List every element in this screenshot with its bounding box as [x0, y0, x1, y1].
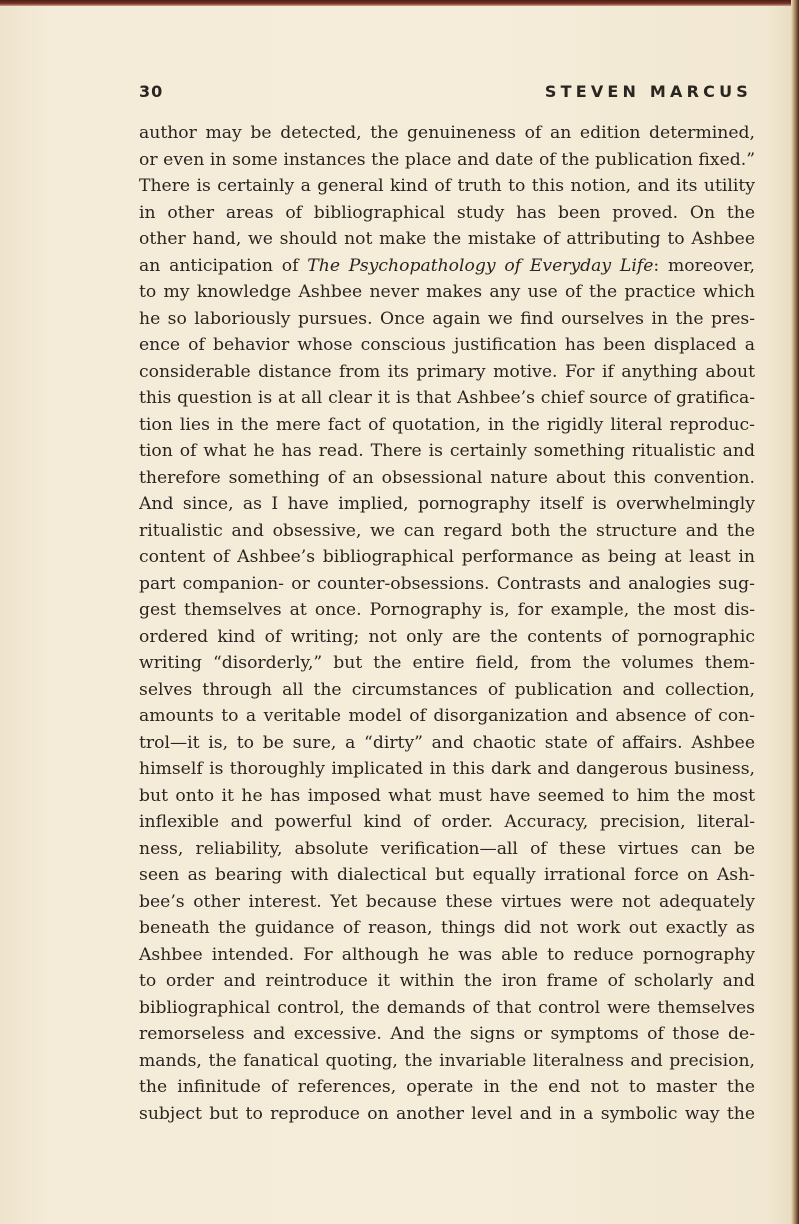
running-head-author: STEVEN MARCUS	[544, 82, 752, 101]
text-fragment: remorseless and excessive. And the signs or symptoms of those de-	[139, 1024, 755, 1044]
text-line	[139, 1074, 755, 1101]
text-line	[139, 783, 755, 810]
text-line	[139, 942, 755, 969]
text-fragment: writing “disorderly,” but the entire field, from the volumes them-	[139, 653, 755, 673]
text-fragment: part companion- or counter-obsessions. Contrasts and analogies sug-	[139, 573, 755, 594]
running-head	[139, 82, 752, 106]
text-fragment: to my knowledge Ashbee never makes any use of the practice which	[139, 282, 755, 302]
text-fragment: bibliographical control, the demands of that control were themselves	[139, 997, 755, 1018]
text-line	[139, 412, 755, 439]
text-line	[139, 1048, 755, 1075]
text-fragment: ness, reliability, absolute verification—all of these virtues can be	[139, 838, 755, 859]
text-line	[139, 968, 755, 995]
page-spine-edge	[791, 0, 799, 1224]
text-line	[139, 809, 755, 836]
text-fragment: or even in some instances the place and date of the publication fixed.”	[139, 149, 755, 170]
text-fragment: ence of behavior whose conscious justification has been displaced a	[139, 335, 755, 355]
page-number: 30	[139, 82, 164, 101]
text-fragment: tion of what he has read. There is certainly something ritualistic and	[139, 441, 755, 461]
text-line	[139, 438, 755, 465]
text-fragment: but onto it he has imposed what must have seemed to him the most	[139, 785, 755, 806]
text-fragment: amounts to a veritable model of disorganization and absence of con-	[139, 706, 755, 726]
text-fragment: author may be detected, the genuineness of an edition determined,	[139, 123, 755, 143]
text-line	[139, 1021, 755, 1048]
text-fragment: mands, the fanatical quoting, the invariable literalness and precision,	[139, 1050, 755, 1071]
text-fragment: trol—it is, to be sure, a “dirty” and chaotic state of affairs. Ashbee	[139, 732, 755, 753]
page-top-edge	[0, 0, 799, 6]
text-fragment: subject but to reproduce on another level and in a symbolic way the	[139, 1103, 755, 1124]
text-line	[139, 703, 755, 730]
text-line	[139, 491, 755, 518]
text-line	[139, 624, 755, 651]
text-line	[139, 677, 755, 704]
text-fragment: Ashbee intended. For although he was able to reduce pornography	[139, 944, 755, 965]
text-line	[139, 279, 755, 306]
text-fragment: : moreover,	[653, 255, 755, 276]
text-fragment: he so laboriously pursues. Once again we find ourselves in the pres-	[139, 308, 755, 329]
text-fragment: There is certainly a general kind of truth to this notion, and its utility	[139, 176, 755, 196]
text-line	[139, 1101, 755, 1128]
text-line	[139, 571, 755, 598]
text-line	[139, 995, 755, 1022]
text-line	[139, 862, 755, 889]
text-line	[139, 650, 755, 677]
text-fragment: ritualistic and obsessive, we can regard both the structure and the	[139, 520, 755, 541]
text-line	[139, 173, 755, 200]
text-fragment: in other areas of bibliographical study has been proved. On the	[139, 202, 755, 223]
body-text	[139, 120, 755, 1127]
text-line	[139, 518, 755, 545]
text-fragment: content of Ashbee’s bibliographical performance as being at least in	[139, 547, 755, 567]
text-fragment: the infinitude of references, operate in the end not to master the	[139, 1077, 755, 1097]
text-fragment: to order and reintroduce it within the iron frame of scholarly and	[139, 971, 755, 991]
text-fragment: himself is thoroughly implicated in this dark and dangerous business,	[139, 759, 755, 779]
text-line	[139, 597, 755, 624]
text-fragment: gest themselves at once. Pornography is, for example, the most dis-	[139, 600, 755, 620]
text-line	[139, 332, 755, 359]
text-fragment: beneath the guidance of reason, things did not work out exactly as	[139, 918, 755, 938]
text-fragment: tion lies in the mere fact of quotation, in the rigidly literal reproduc-	[139, 414, 755, 435]
text-line	[139, 730, 755, 757]
text-fragment: seen as bearing with dialectical but equally irrational force on Ash-	[139, 865, 755, 885]
text-fragment: considerable distance from its primary motive. For if anything about	[139, 361, 755, 382]
text-line	[139, 226, 755, 253]
text-line	[139, 544, 755, 571]
text-line	[139, 915, 755, 942]
text-fragment: this question is at all clear it is that Ashbee’s chief source of gratifica-	[139, 388, 755, 408]
text-fragment: bee’s other interest. Yet because these virtues were not adequately	[139, 891, 755, 912]
text-fragment: ordered kind of writing; not only are the contents of pornographic	[139, 626, 755, 647]
text-line	[139, 889, 755, 916]
text-line	[139, 120, 755, 147]
text-fragment: other hand, we should not make the mistake of attributing to Ashbee	[139, 229, 755, 249]
text-line	[139, 756, 755, 783]
text-fragment: an anticipation of	[139, 255, 308, 276]
text-fragment: selves through all the circumstances of publication and collection,	[139, 679, 755, 700]
text-fragment: And since, as I have implied, pornography itself is overwhelmingly	[139, 494, 755, 514]
italic-title: The Psychopathology of Everyday Life	[307, 255, 654, 276]
text-line	[139, 147, 755, 174]
text-line	[139, 253, 755, 280]
text-line	[139, 385, 755, 412]
text-line	[139, 465, 755, 492]
text-line	[139, 359, 755, 386]
text-line	[139, 306, 755, 333]
text-line	[139, 836, 755, 863]
text-fragment: therefore something of an obsessional nature about this convention.	[139, 467, 755, 488]
text-line	[139, 200, 755, 227]
text-fragment: inflexible and powerful kind of order. Accuracy, precision, literal-	[139, 812, 755, 832]
